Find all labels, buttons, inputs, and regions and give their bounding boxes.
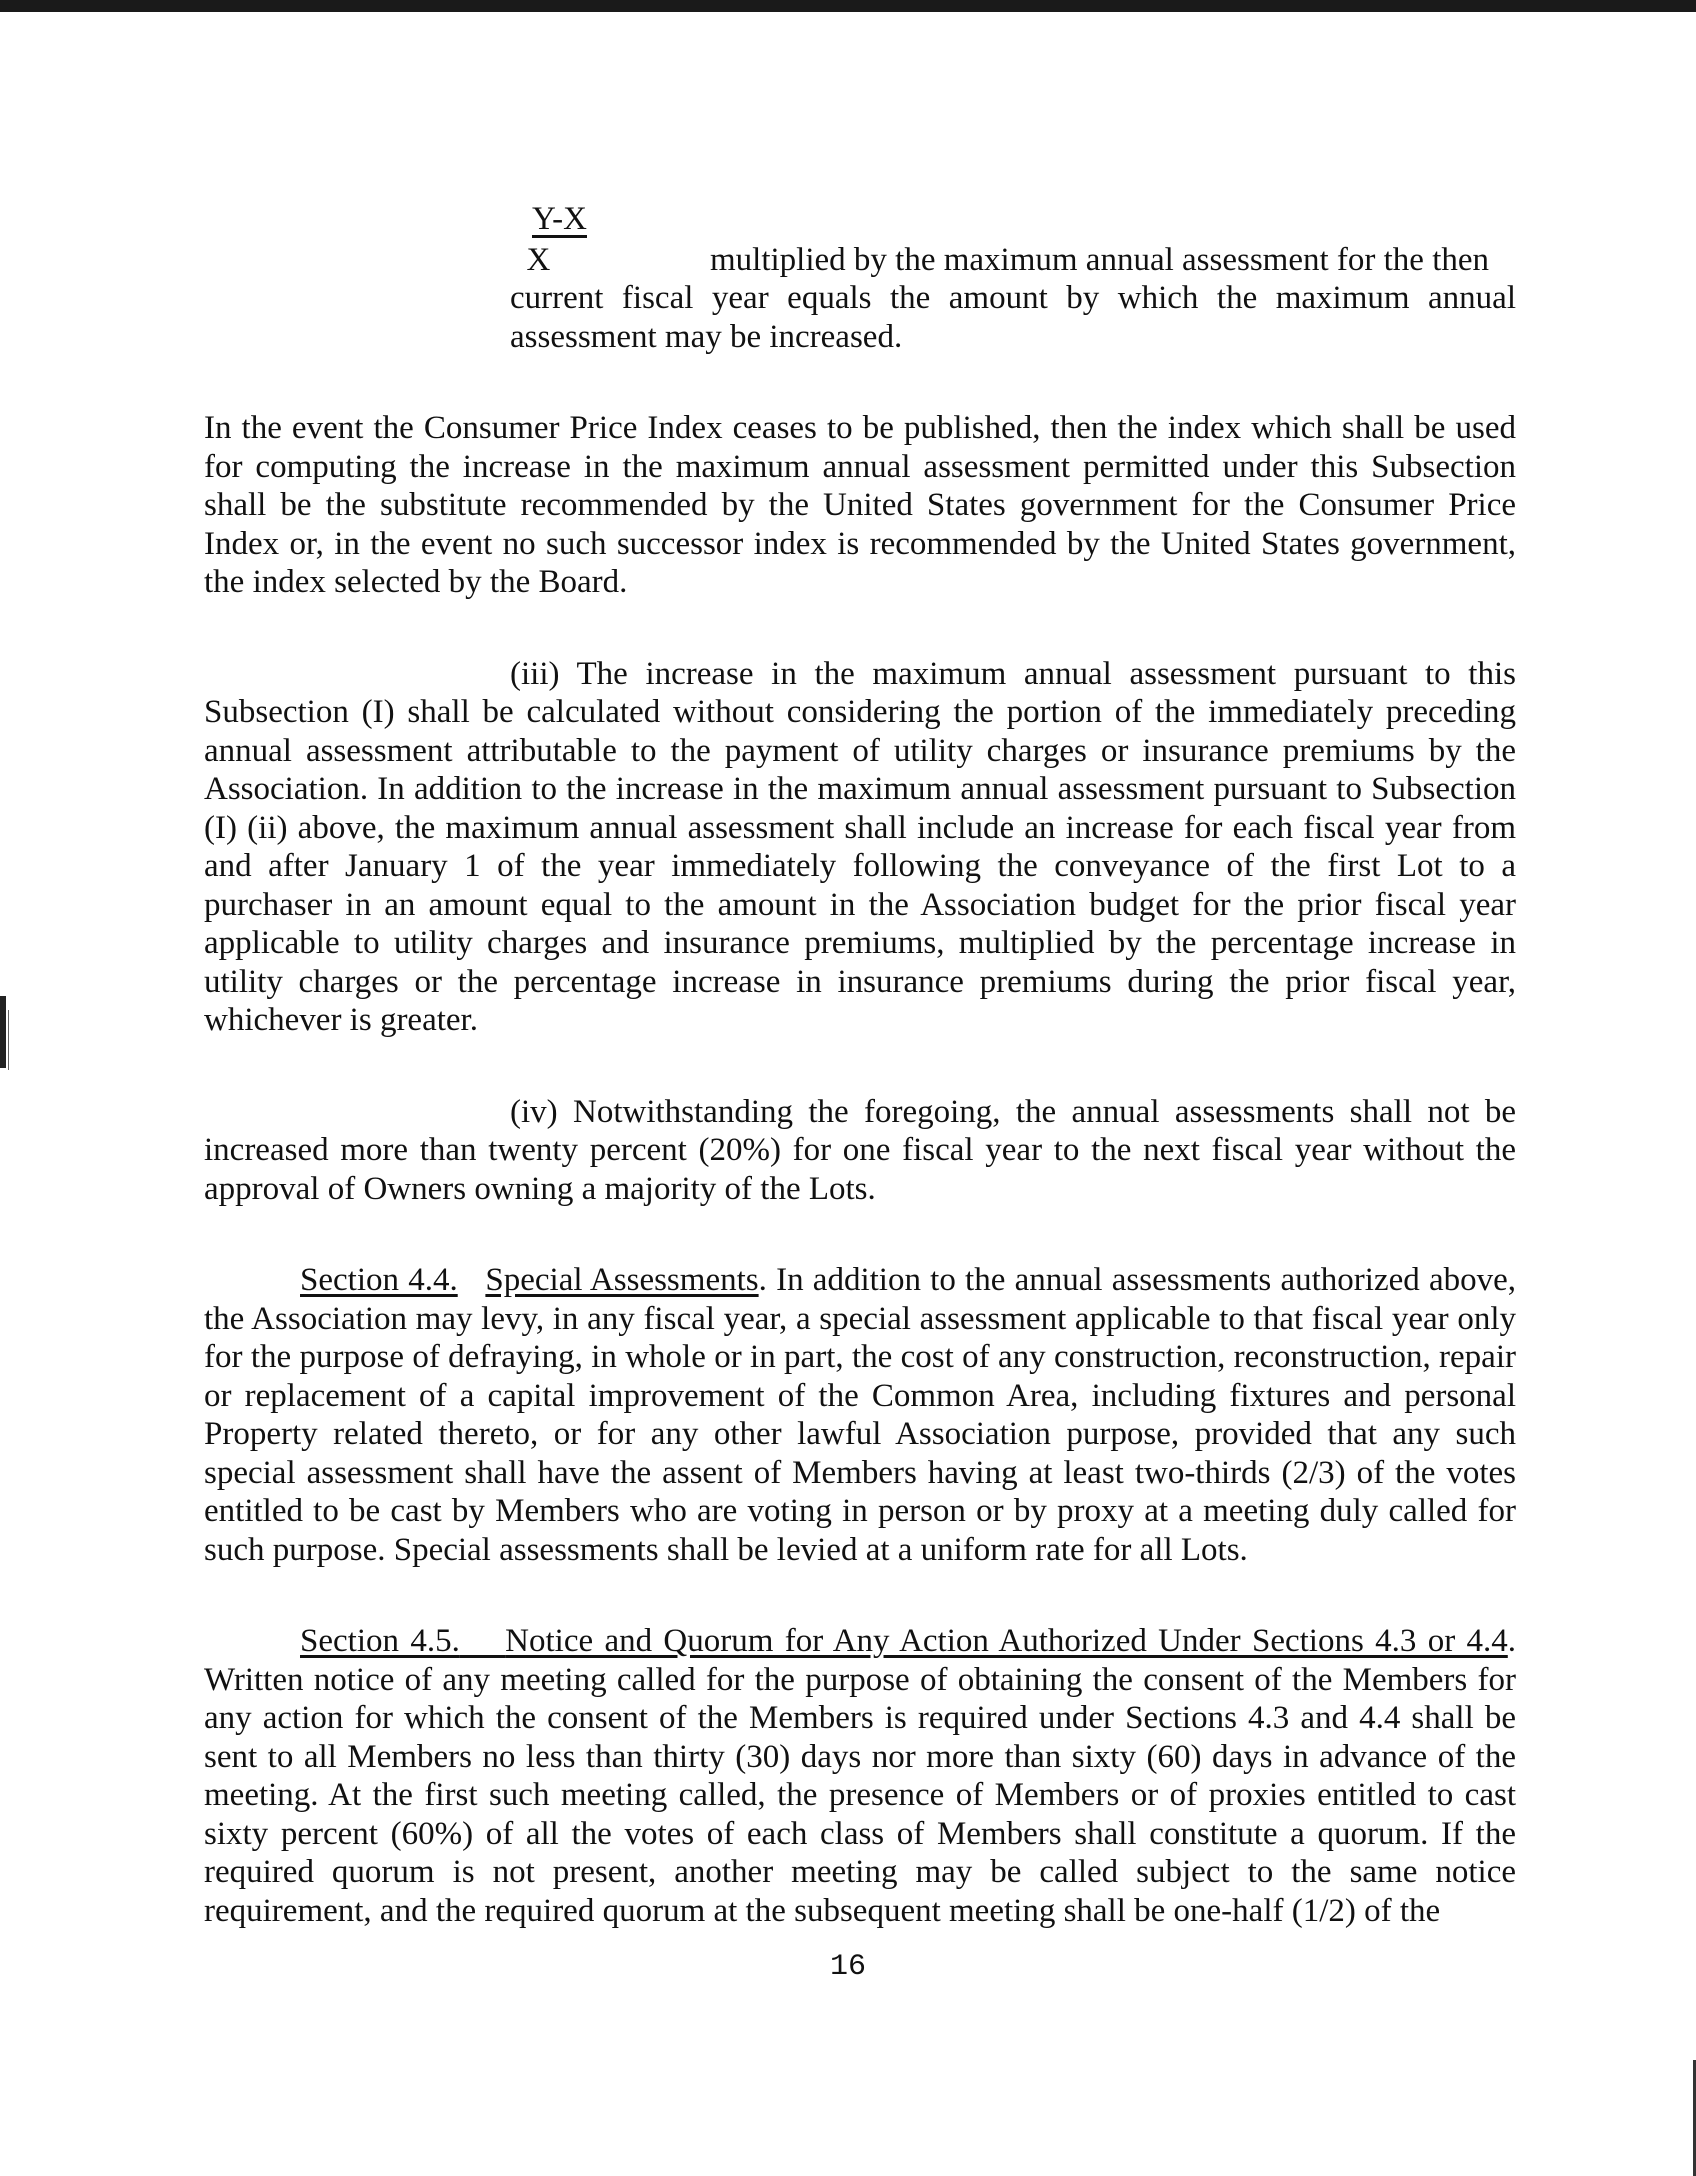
formula-explanation: current fiscal year equals the amount by which the maximum annual assessment may be increased. (510, 280, 1516, 355)
section-4-5-title: Notice and Quorum for Any Action Authorized Under Sections 4.3 or 4.4 (505, 1623, 1508, 1659)
paragraph-cpi: In the event the Consumer Price Index ceases to be published, then the index which shall be used for computing the increase in the maximum annual assessment permitted under this Subsection shall be the substitute recommended by the United States government for the Consumer Price Index or, in the event no such successor index is recommended by the United States government, the index selected by the Board. (204, 410, 1516, 600)
section-4-5 (204, 1622, 1516, 1930)
formula-block (510, 200, 1516, 356)
formula-line-1: multiplied by the maximum annual assessment for the then (710, 241, 1490, 278)
paragraph-iv: (iv) Notwithstanding the foregoing, the annual assessments shall not be increased more than twenty percent (20%) for one fiscal year to the next fiscal year without the approval of Owners owning a majority of the Lots. (204, 1093, 1516, 1207)
section-4-4-body: . In addition to the annual assessments authorized above, the Association may levy, in any fiscal year, a special assessment applicable to that fiscal year only for the purpose of defraying, in whole or in part, the cost of any construction, reconstruction, repair or replacement of a capital improvement of the Common Area, including fixtures and personal Property related thereto, or for any other lawful Association purpose, provided that any such special assessment shall have the assent of Members having at least two-thirds (2/3) of the votes entitled to be cast by Members who are voting in person or by proxy at a meeting duly called for such purpose. Special assessments shall be levied at a uniform rate for all Lots. (204, 1262, 1517, 1568)
scan-edge-mark (0, 996, 6, 1068)
scan-edge-mark (8, 1010, 9, 1070)
fraction-denominator (510, 241, 710, 280)
scan-top-edge (0, 0, 1696, 12)
section-4-5-number: Section 4.5. (300, 1623, 460, 1659)
fraction-numerator: Y-X (532, 201, 587, 237)
section-4-4 (204, 1261, 1516, 1569)
section-4-4-number: Section 4.4. (300, 1262, 458, 1298)
section-4-5-body: . Written notice of any meeting called for the purpose of obtaining the consent of the Members for any action for which the consent of the Members is required under Sections 4.3 and 4.4 shall be sent to all Members no less than thirty (30) days nor more than sixty (60) days in advance of the meeting. At the first such meeting called, the presence of Members or of proxies entitled to cast sixty percent (60%) of all the votes of each class of Members shall constitute a quorum. If the required quorum is not present, another meeting may be called subject to the same notice requirement, and the required quorum at the subsequent meeting shall be one-half (1/2) of the (204, 1623, 1517, 1929)
paragraph-iii: (iii) The increase in the maximum annual assessment pursuant to this Subsection (I) shall be calculated without considering the portion of the immediately preceding annual assessment attributable to the payment of utility charges or insurance premiums by the Association. In addition to the increase in the maximum annual assessment pursuant to Subsection (I) (ii) above, the maximum annual assessment shall include an increase for each fiscal year from and after January 1 of the year immediately following the conveyance of the first Lot to a purchaser in an amount equal to the amount in the Association budget for the prior fiscal year applicable to utility charges and insurance premiums, multiplied by the percentage increase in utility charges or the percentage increase in insurance premiums during the prior fiscal year, whichever is greater. (204, 655, 1516, 1038)
document-page (204, 200, 1516, 1930)
page-number: 16 (829, 1950, 866, 1984)
section-4-4-title: Special Assessments (485, 1262, 759, 1298)
fraction-denominator-text: X (526, 241, 551, 278)
